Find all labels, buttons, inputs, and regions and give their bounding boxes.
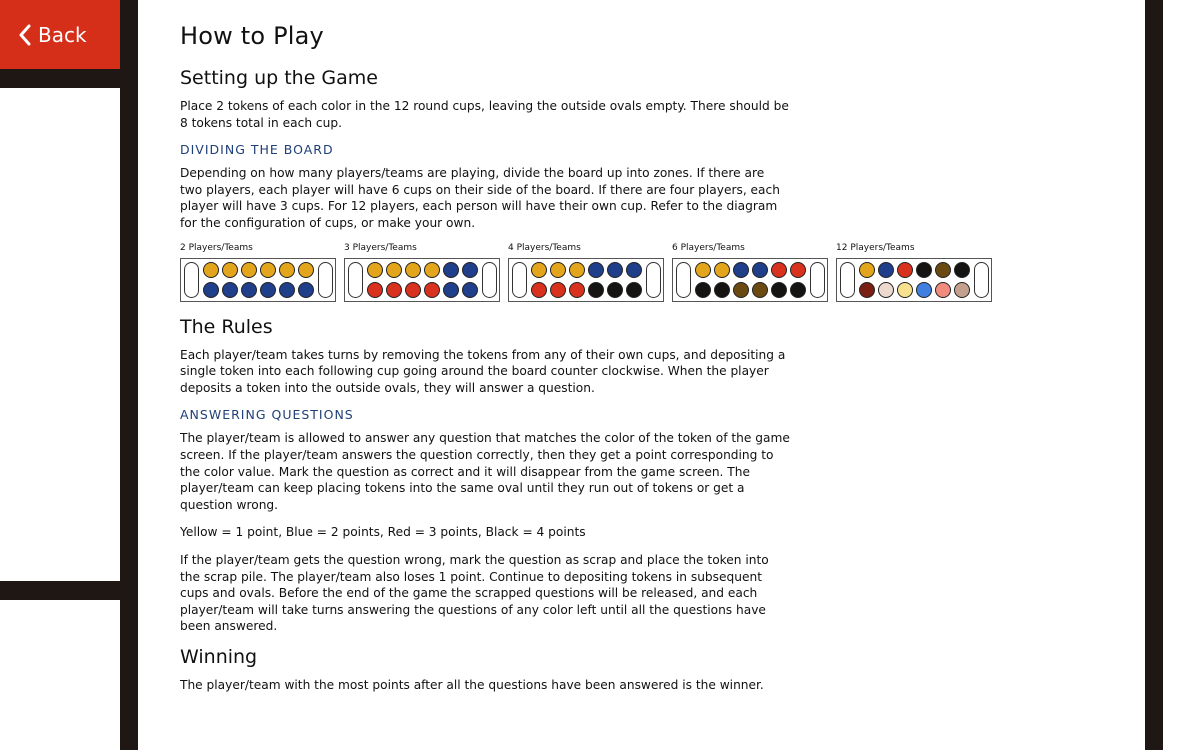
mancala-board: [672, 258, 828, 302]
cup-blue: [279, 282, 295, 298]
cup-yellow: [714, 262, 730, 278]
cup-row-bottom: [531, 282, 642, 298]
diagram-label: 4 Players/Teams: [508, 242, 581, 253]
cup-tan: [954, 282, 970, 298]
board-oval-right: [318, 262, 333, 298]
cup-yellow: [569, 262, 585, 278]
diagram-label: 12 Players/Teams: [836, 242, 915, 253]
diagram-label: 3 Players/Teams: [344, 242, 417, 253]
cup-blue: [878, 262, 894, 278]
cup-yellow: [531, 262, 547, 278]
setup-heading: Setting up the Game: [180, 67, 378, 89]
setup-paragraph: Place 2 tokens of each color in the 12 round cups, leaving the outside ovals empty. There should be 8 tokens total in each cup.: [180, 99, 789, 130]
answering-paragraph-1: The player/team is allowed to answer any question that matches the color of the token of the game screen. If the player/team answers the question correctly, then they get a point corresponding to the color value. Mark the question as correct and it will disappear from the game screen. The player/team can keep placing tokens into the same oval until they run out of tokens or get a question wrong.: [180, 431, 790, 512]
cup-black: [626, 282, 642, 298]
cup-black: [771, 282, 787, 298]
cup-yellow: [203, 262, 219, 278]
board-oval-left: [676, 262, 691, 298]
cup-blue: [443, 282, 459, 298]
cup-yellow: [386, 262, 402, 278]
cup-yellow: [367, 262, 383, 278]
dividing-heading: DIVIDING THE BOARD: [180, 142, 334, 158]
cup-red: [771, 262, 787, 278]
cup-black: [695, 282, 711, 298]
cup-darkred: [859, 282, 875, 298]
right-frame-rail: [1145, 0, 1163, 750]
left-frame-band-top: [0, 69, 120, 88]
cup-yellow: [695, 262, 711, 278]
cup-red: [790, 262, 806, 278]
cup-row-top: [531, 262, 642, 278]
winning-paragraph: The player/team with the most points after all the questions have been answered is the winner.: [180, 677, 764, 692]
cup-paleyellow: [897, 282, 913, 298]
board-diagrams: [180, 243, 1000, 302]
cup-brown: [752, 282, 768, 298]
cup-blue: [752, 262, 768, 278]
cup-blue: [443, 262, 459, 278]
cup-yellow: [279, 262, 295, 278]
cup-row-top: [203, 262, 314, 278]
board-diagram: [672, 243, 828, 302]
cup-red: [405, 282, 421, 298]
cup-yellow: [222, 262, 238, 278]
cup-salmon: [935, 282, 951, 298]
cup-pink: [878, 282, 894, 298]
board-cups: [695, 262, 806, 298]
cup-row-top: [695, 262, 806, 278]
cup-black: [714, 282, 730, 298]
rules-heading: The Rules: [180, 315, 273, 338]
board-oval-right: [810, 262, 825, 298]
diagram-label: 6 Players/Teams: [672, 242, 745, 253]
board-oval-right: [974, 262, 989, 298]
left-frame-band-bottom: [0, 581, 120, 600]
cup-red: [367, 282, 383, 298]
page-title: How to Play: [180, 22, 324, 50]
cup-red: [550, 282, 566, 298]
cup-row-bottom: [367, 282, 478, 298]
cup-red: [897, 262, 913, 278]
cup-blue: [588, 262, 604, 278]
board-oval-right: [646, 262, 661, 298]
cup-yellow: [241, 262, 257, 278]
board-diagram: [836, 243, 992, 302]
dividing-paragraph: Depending on how many players/teams are playing, divide the board up into zones. If there are two players, each player will have 6 cups on their side of the board. If there are four players, each player will have 3 cups. For 12 players, each person will have their own cup. Refer to the diagram for the configuration of cups, or make your own.: [180, 166, 780, 230]
cup-row-top: [859, 262, 970, 278]
cup-row-top: [367, 262, 478, 278]
board-oval-right: [482, 262, 497, 298]
cup-blue: [222, 282, 238, 298]
cup-red: [424, 282, 440, 298]
cup-blue: [462, 282, 478, 298]
chevron-left-icon: [18, 24, 32, 46]
board-oval-left: [840, 262, 855, 298]
cup-black: [790, 282, 806, 298]
cup-yellow: [424, 262, 440, 278]
cup-brown: [733, 282, 749, 298]
rules-paragraph: Each player/team takes turns by removing the tokens from any of their own cups, and depositing a single token into each following cup going around the board counter clockwise. When the player deposits a token into the outside ovals, they will answer a question.: [180, 347, 786, 395]
cup-row-bottom: [859, 282, 970, 298]
points-legend: Yellow = 1 point, Blue = 2 points, Red = 3 points, Black = 4 points: [180, 525, 586, 540]
cup-blue: [298, 282, 314, 298]
winning-heading: Winning: [180, 645, 258, 668]
cup-yellow: [298, 262, 314, 278]
cup-blue: [241, 282, 257, 298]
cup-row-bottom: [203, 282, 314, 298]
board-diagram: [508, 243, 664, 302]
cup-yellow: [550, 262, 566, 278]
diagram-label: 2 Players/Teams: [180, 242, 253, 253]
cup-black: [607, 282, 623, 298]
cup-yellow: [859, 262, 875, 278]
cup-red: [569, 282, 585, 298]
cup-blue: [462, 262, 478, 278]
cup-lightblue: [916, 282, 932, 298]
board-oval-left: [512, 262, 527, 298]
mancala-board: [836, 258, 992, 302]
cup-black: [916, 262, 932, 278]
cup-black: [588, 282, 604, 298]
mancala-board: [508, 258, 664, 302]
cup-blue: [733, 262, 749, 278]
board-cups: [859, 262, 970, 298]
cup-blue: [626, 262, 642, 278]
mancala-board: [344, 258, 500, 302]
answering-paragraph-2: If the player/team gets the question wrong, mark the question as scrap and place the token into the scrap pile. The player/team also loses 1 point. Continue to depositing tokens in subsequent cups and ovals. Before the end of the game the scrapped questions will be released, and each player/team will take turns answering the questions of any color left until all the questions have been answered.: [180, 552, 769, 634]
back-button[interactable]: [0, 0, 120, 69]
cup-yellow: [405, 262, 421, 278]
cup-blue: [607, 262, 623, 278]
board-cups: [203, 262, 314, 298]
cup-blue: [260, 282, 276, 298]
board-diagram: [180, 243, 336, 302]
cup-row-bottom: [695, 282, 806, 298]
board-diagram: [344, 243, 500, 302]
cup-red: [386, 282, 402, 298]
cup-blue: [203, 282, 219, 298]
left-frame-rail: [120, 0, 138, 750]
cup-yellow: [260, 262, 276, 278]
board-cups: [531, 262, 642, 298]
board-cups: [367, 262, 478, 298]
answering-heading: ANSWERING QUESTIONS: [180, 407, 354, 423]
mancala-board: [180, 258, 336, 302]
cup-brown: [935, 262, 951, 278]
board-oval-left: [184, 262, 199, 298]
back-button-label: Back: [38, 22, 87, 47]
board-oval-left: [348, 262, 363, 298]
cup-red: [531, 282, 547, 298]
instructions-content: [180, 22, 1000, 704]
cup-black: [954, 262, 970, 278]
